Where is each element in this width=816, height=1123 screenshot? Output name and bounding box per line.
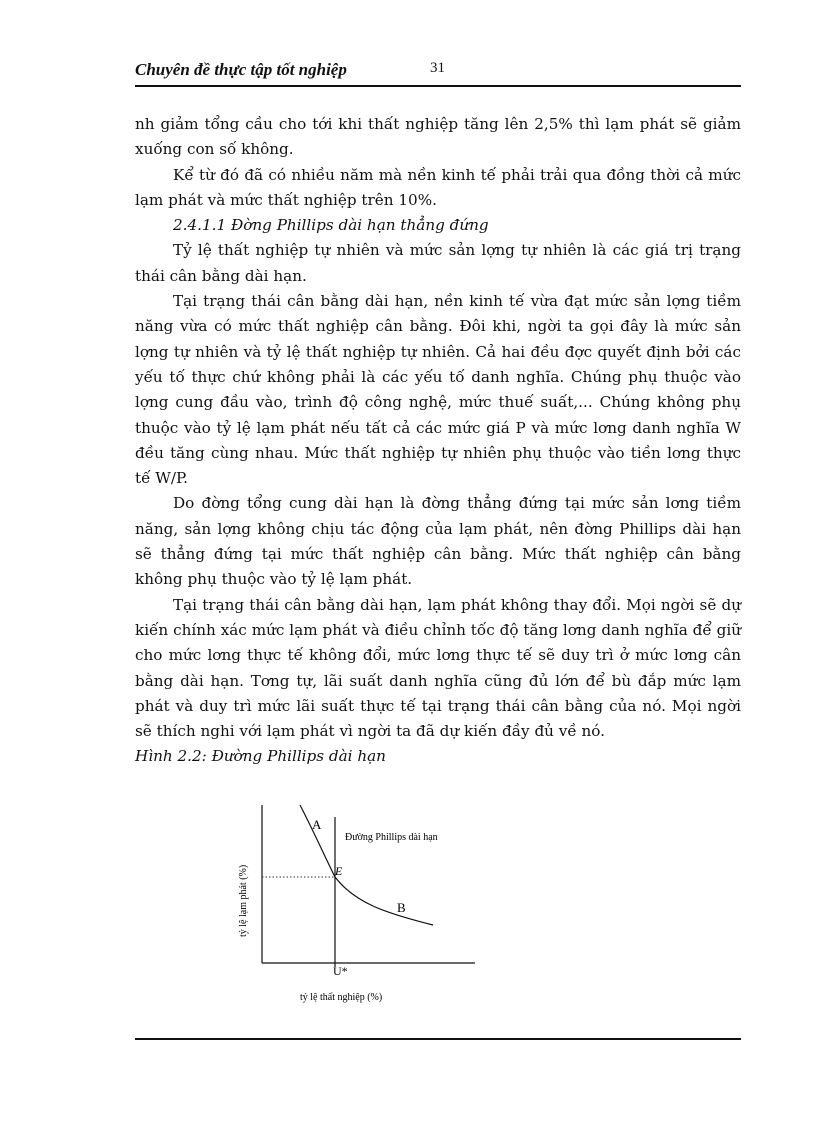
body-text (135, 112, 741, 770)
long-run-line-label: Đường Phillips dài hạn (345, 832, 438, 843)
y-axis-label: tỷ lệ lạm phát (%) (238, 864, 249, 937)
paragraph: Tỷ lệ thất nghiệp tự nhiên và mức sản lợng tự nhiên là các giá trị trạng thái cân bằng dài hạn. (135, 241, 741, 285)
x-axis-label: tỷ lệ thất nghiệp (%) (300, 992, 383, 1003)
paragraph: nh giảm tổng cầu cho tới khi thất nghiệp tăng lên 2,5% thì lạm phát sẽ giảm xuống con số không. (135, 115, 741, 159)
page-header (135, 60, 741, 84)
figure-caption: Hình 2.2: Đường Phillips dài hạn (135, 747, 386, 766)
header-title: Chuyên đề thực tập tốt nghiệp (135, 60, 347, 79)
header-rule (135, 85, 741, 87)
paragraph: Do đờng tổng cung dài hạn là đờng thẳng đứng tại mức sản lơng tiềm năng, sản lợng không chịu tác động của lạm phát, nên đờng Phillips dài hạn sẽ thẳng đứng tại mức thất nghiệp cân bằng. Mức thất nghiệp cân bằng không phụ thuộc vào tỷ lệ lạm phát. (135, 494, 741, 589)
paragraph: Tại trạng thái cân bằng dài hạn, nền kinh tế vừa đạt mức sản lợng tiềm năng vừa có mức thất nghiệp cân bằng. Đôi khi, ngời ta gọi đây là mức sản lợng tự nhiên và tỷ lệ thất nghiệp tự nhiên. Cả hai đều đợc quyết định bởi các yếu tố thực chứ không phải là các yếu tố danh nghĩa. Chúng phụ thuộc vào lợng cung đầu vào, trình độ công nghệ, mức thuế suất,... Chúng không phụ thuộc vào tỷ lệ lạm phát nếu tất cả các mức giá P và mức lơng danh nghĩa W đều tăng cùng nhau. Mức thất nghiệp tự nhiên phụ thuộc vào tiền lơng thực tế W/P. (135, 292, 741, 488)
section-heading: 2.4.1.1 Đờng Phillips dài hạn thẳng đứng (173, 216, 489, 235)
page-number: 31 (430, 60, 445, 76)
paragraph: Kể từ đó đã có nhiều năm mà nền kinh tế phải trải qua đồng thời cả mức lạm phát và mức thất nghiệp trên 10%. (135, 165, 741, 209)
u-star-label: U* (333, 964, 348, 978)
phillips-curve-figure (225, 795, 485, 1010)
point-e-label: E (335, 864, 343, 878)
footer-rule (135, 1038, 741, 1040)
point-b-label: B (397, 900, 406, 915)
paragraph: Tại trạng thái cân bằng dài hạn, lạm phát không thay đổi. Mọi ngời sẽ dự kiến chính xác mức lạm phát và điều chỉnh tốc độ tăng lơng danh nghĩa để giữ cho mức lơng thực tế không đổi, mức lơng thực tế sẽ duy trì ở mức lơng cân bằng dài hạn. Tơng tự, lãi suất danh nghĩa cũng đủ lớn để bù đắp mức lạm phát và duy trì mức lãi suất thực tế tại trạng thái cân bằng của nó. Mọi ngời sẽ thích nghi với lạm phát vì ngời ta đã dự kiến đầy đủ về nó. (135, 595, 741, 741)
point-a-label: A (312, 817, 322, 832)
